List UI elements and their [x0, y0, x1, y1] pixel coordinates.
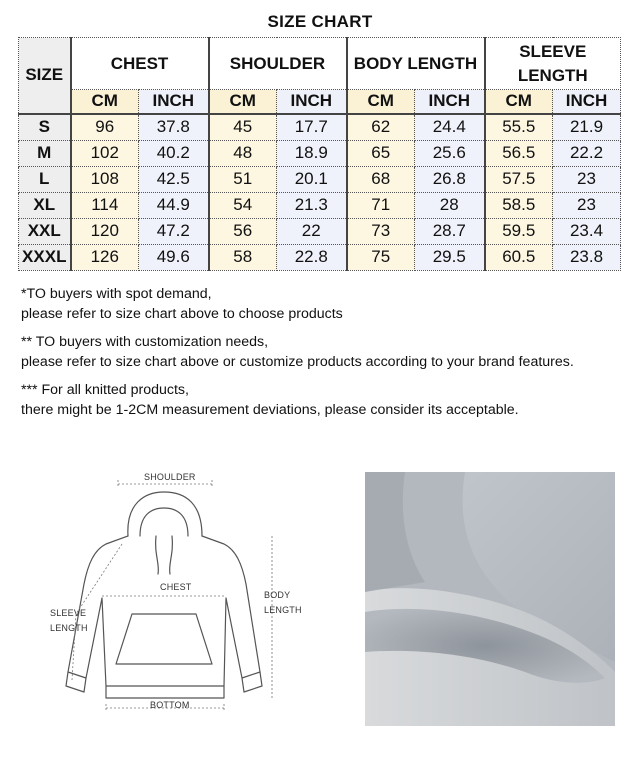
note-line: *** For all knitted products,: [21, 382, 189, 398]
cell: 120: [71, 218, 139, 244]
page-title: SIZE CHART: [267, 12, 373, 31]
cell: 24.4: [415, 114, 485, 141]
unit-cm: CM: [71, 90, 139, 114]
cell: 68: [347, 166, 415, 192]
cell: 23.8: [553, 244, 621, 270]
cell: 47.2: [139, 218, 209, 244]
cell: 28: [415, 192, 485, 218]
cell: 54: [209, 192, 277, 218]
body-length-label-1: BODY: [264, 590, 291, 600]
cell: 56.5: [485, 140, 553, 166]
note-line: ** TO buyers with customization needs,: [21, 334, 269, 350]
sleeve-header-text: SLEEVE LENGTH: [517, 41, 588, 85]
cell: 21.3: [277, 192, 347, 218]
table-row: [19, 114, 621, 141]
cell: 56: [209, 218, 277, 244]
note-line: *TO buyers with spot demand,: [21, 286, 212, 302]
cell: 71: [347, 192, 415, 218]
unit-cm: CM: [209, 90, 277, 114]
cell: 20.1: [277, 166, 347, 192]
cell: 75: [347, 244, 415, 270]
size-label: XL: [19, 192, 71, 218]
cell: 18.9: [277, 140, 347, 166]
unit-inch: INCH: [277, 90, 347, 114]
unit-inch: INCH: [553, 90, 621, 114]
size-label: XXXL: [19, 244, 71, 270]
cell: 22.8: [277, 244, 347, 270]
unit-inch: INCH: [139, 90, 209, 114]
sleeve-length-header: [485, 38, 621, 90]
table-row: [19, 140, 621, 166]
cell: 40.2: [139, 140, 209, 166]
body-length-label-2: LENGTH: [264, 605, 302, 615]
size-label: L: [19, 166, 71, 192]
cell: 22: [277, 218, 347, 244]
shoulder-label: SHOULDER: [144, 472, 196, 482]
size-label: S: [19, 114, 71, 141]
cell: 108: [71, 166, 139, 192]
hoodie-measurement-diagram: [36, 464, 326, 724]
note-line: there might be 1-2CM measurement deviations, please consider its acceptable.: [21, 402, 519, 418]
cell: 23: [553, 166, 621, 192]
table-row: [19, 166, 621, 192]
bottom-label: BOTTOM: [150, 700, 190, 710]
fabric-fleece-icon: [365, 472, 615, 726]
unit-cm: CM: [485, 90, 553, 114]
cell: 59.5: [485, 218, 553, 244]
table-row: [19, 244, 621, 270]
cell: 58.5: [485, 192, 553, 218]
cell: 51: [209, 166, 277, 192]
chest-label: CHEST: [160, 582, 192, 592]
size-label: XXL: [19, 218, 71, 244]
table-row: [19, 192, 621, 218]
cell: 42.5: [139, 166, 209, 192]
cell: 23.4: [553, 218, 621, 244]
cell: 45: [209, 114, 277, 141]
cell: 102: [71, 140, 139, 166]
cell: 96: [71, 114, 139, 141]
cell: 26.8: [415, 166, 485, 192]
chest-header: CHEST: [71, 38, 209, 90]
note-line: please refer to size chart above or customize products according to your brand features.: [21, 354, 574, 370]
cell: 23: [553, 192, 621, 218]
cell: 25.6: [415, 140, 485, 166]
cell: 48: [209, 140, 277, 166]
size-label: M: [19, 140, 71, 166]
table-row: [19, 218, 621, 244]
cell: 17.7: [277, 114, 347, 141]
sleeve-length-label-1: SLEEVE: [50, 608, 87, 618]
cell: 73: [347, 218, 415, 244]
size-header: SIZE: [19, 38, 71, 114]
notes-section: [21, 284, 621, 420]
cell: 62: [347, 114, 415, 141]
cell: 29.5: [415, 244, 485, 270]
cell: 37.8: [139, 114, 209, 141]
cell: 114: [71, 192, 139, 218]
cell: 22.2: [553, 140, 621, 166]
cell: 49.6: [139, 244, 209, 270]
cell: 65: [347, 140, 415, 166]
sleeve-length-label-2: LENGTH: [50, 623, 88, 633]
size-chart-table: [18, 37, 621, 271]
cell: 21.9: [553, 114, 621, 141]
cell: 44.9: [139, 192, 209, 218]
cell: 126: [71, 244, 139, 270]
cell: 55.5: [485, 114, 553, 141]
body-length-header: BODY LENGTH: [347, 38, 485, 90]
fabric-detail-photo: [365, 472, 615, 726]
cell: 28.7: [415, 218, 485, 244]
shoulder-header: SHOULDER: [209, 38, 347, 90]
cell: 60.5: [485, 244, 553, 270]
unit-inch: INCH: [415, 90, 485, 114]
cell: 57.5: [485, 166, 553, 192]
unit-cm: CM: [347, 90, 415, 114]
note-line: please refer to size chart above to choose products: [21, 306, 343, 322]
cell: 58: [209, 244, 277, 270]
